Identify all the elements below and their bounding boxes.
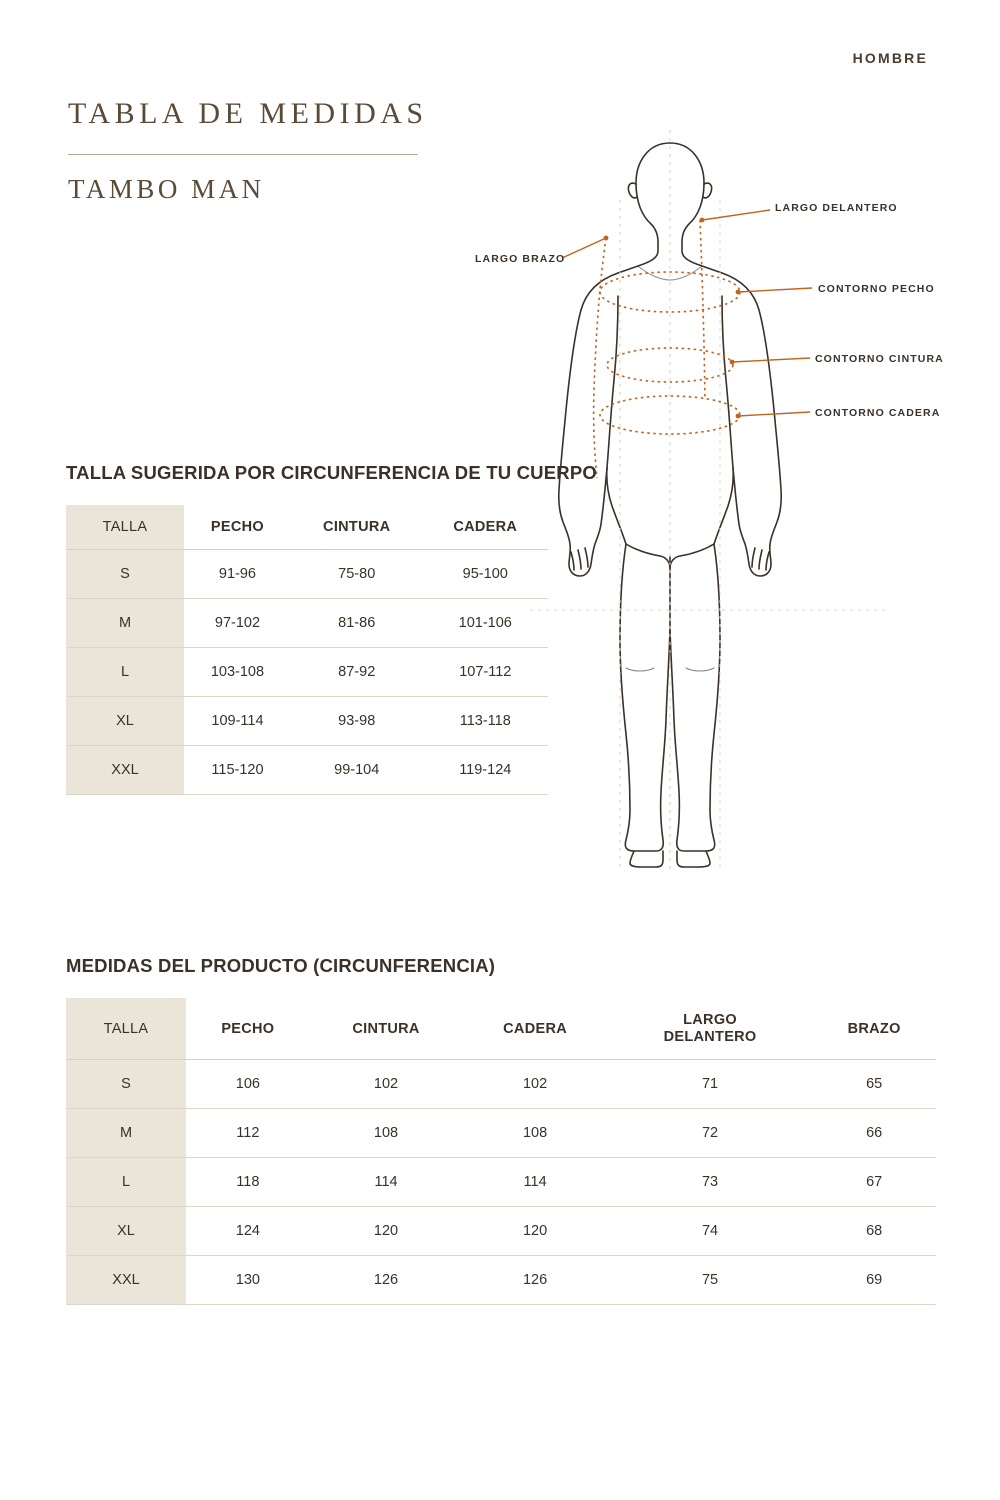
product-measurements-table — [66, 998, 936, 1305]
cell-pecho: 115-120 — [184, 746, 291, 795]
cell-cadera: 101-106 — [423, 599, 548, 648]
cell-cintura: 81-86 — [291, 599, 423, 648]
column-header-cadera: CADERA — [462, 998, 608, 1060]
cell-pecho: 130 — [186, 1256, 310, 1305]
cell-brazo: 68 — [812, 1207, 936, 1256]
cell-cintura: 120 — [310, 1207, 463, 1256]
cell-pecho: 109-114 — [184, 697, 291, 746]
cell-cadera: 108 — [462, 1109, 608, 1158]
page-subtitle: TAMBO MAN — [68, 174, 265, 204]
table-header-row — [66, 505, 548, 550]
cell-cadera: 113-118 — [423, 697, 548, 746]
cell-cadera: 114 — [462, 1158, 608, 1207]
cell-talla: S — [66, 1060, 186, 1109]
callout-contorno-cadera: CONTORNO CADERA — [815, 407, 941, 419]
table-row — [66, 1060, 936, 1109]
column-header-cintura: CINTURA — [310, 998, 463, 1060]
cell-brazo: 69 — [812, 1256, 936, 1305]
cell-talla: L — [66, 1158, 186, 1207]
cell-cadera: 119-124 — [423, 746, 548, 795]
cell-largo-delantero: 71 — [608, 1060, 812, 1109]
cell-cintura: 87-92 — [291, 648, 423, 697]
cell-talla: M — [66, 599, 184, 648]
cell-cintura: 102 — [310, 1060, 463, 1109]
cell-cintura: 126 — [310, 1256, 463, 1305]
table-header-row — [66, 998, 936, 1060]
table-row — [66, 599, 548, 648]
cell-brazo: 66 — [812, 1109, 936, 1158]
callout-largo-brazo: LARGO BRAZO — [475, 253, 566, 265]
column-header-cadera: CADERA — [423, 505, 548, 550]
table-row — [66, 1109, 936, 1158]
cell-cadera: 120 — [462, 1207, 608, 1256]
column-header-largo-delantero-line2: DELANTERO — [663, 1028, 757, 1045]
table-row — [66, 1256, 936, 1305]
cell-largo-delantero: 73 — [608, 1158, 812, 1207]
cell-cintura: 108 — [310, 1109, 463, 1158]
cell-talla: XXL — [66, 746, 184, 795]
cell-cadera: 107-112 — [423, 648, 548, 697]
table-row — [66, 1207, 936, 1256]
cell-talla: S — [66, 550, 184, 599]
page-title: TABLA DE MEDIDAS — [68, 97, 428, 130]
cell-talla: XXL — [66, 1256, 186, 1305]
cell-largo-delantero: 75 — [608, 1256, 812, 1305]
cell-cintura: 114 — [310, 1158, 463, 1207]
table-row — [66, 697, 548, 746]
cell-pecho: 103-108 — [184, 648, 291, 697]
cell-cadera: 102 — [462, 1060, 608, 1109]
cell-largo-delantero: 72 — [608, 1109, 812, 1158]
cell-pecho: 112 — [186, 1109, 310, 1158]
cell-cintura: 99-104 — [291, 746, 423, 795]
body-measurements-table — [66, 505, 548, 795]
cell-brazo: 67 — [812, 1158, 936, 1207]
table-row — [66, 1158, 936, 1207]
cell-brazo: 65 — [812, 1060, 936, 1109]
cell-talla: M — [66, 1109, 186, 1158]
cell-cadera: 126 — [462, 1256, 608, 1305]
column-header-pecho: PECHO — [184, 505, 291, 550]
product-table-heading: MEDIDAS DEL PRODUCTO (CIRCUNFERENCIA) — [66, 955, 496, 976]
cell-cadera: 95-100 — [423, 550, 548, 599]
column-header-largo-delantero-line1: LARGO — [683, 1012, 737, 1028]
column-header-talla: TALLA — [66, 998, 186, 1060]
gender-label: HOMBRE — [852, 50, 928, 66]
column-header-cintura: CINTURA — [291, 505, 423, 550]
column-header-largo-delantero — [608, 998, 812, 1060]
cell-cintura: 93-98 — [291, 697, 423, 746]
column-header-talla: TALLA — [66, 505, 184, 550]
column-header-pecho: PECHO — [186, 998, 310, 1060]
arm-length-line — [594, 238, 606, 478]
cell-pecho: 106 — [186, 1060, 310, 1109]
table-row — [66, 648, 548, 697]
title-block — [68, 96, 488, 205]
table-row — [66, 550, 548, 599]
front-length-line — [700, 220, 705, 400]
cell-largo-delantero: 74 — [608, 1207, 812, 1256]
callout-contorno-cintura: CONTORNO CINTURA — [815, 353, 944, 365]
cell-pecho: 97-102 — [184, 599, 291, 648]
cell-pecho: 118 — [186, 1158, 310, 1207]
cell-cintura: 75-80 — [291, 550, 423, 599]
callout-contorno-pecho: CONTORNO PECHO — [818, 283, 935, 295]
cell-talla: XL — [66, 697, 184, 746]
cell-talla: L — [66, 648, 184, 697]
title-divider — [68, 154, 418, 155]
body-table-heading: TALLA SUGERIDA POR CIRCUNFERENCIA DE TU CUERPO — [66, 462, 597, 483]
cell-talla: XL — [66, 1207, 186, 1256]
cell-pecho: 124 — [186, 1207, 310, 1256]
table-row — [66, 746, 548, 795]
cell-pecho: 91-96 — [184, 550, 291, 599]
column-header-brazo: BRAZO — [812, 998, 936, 1060]
callout-largo-delantero: LARGO DELANTERO — [775, 202, 898, 214]
